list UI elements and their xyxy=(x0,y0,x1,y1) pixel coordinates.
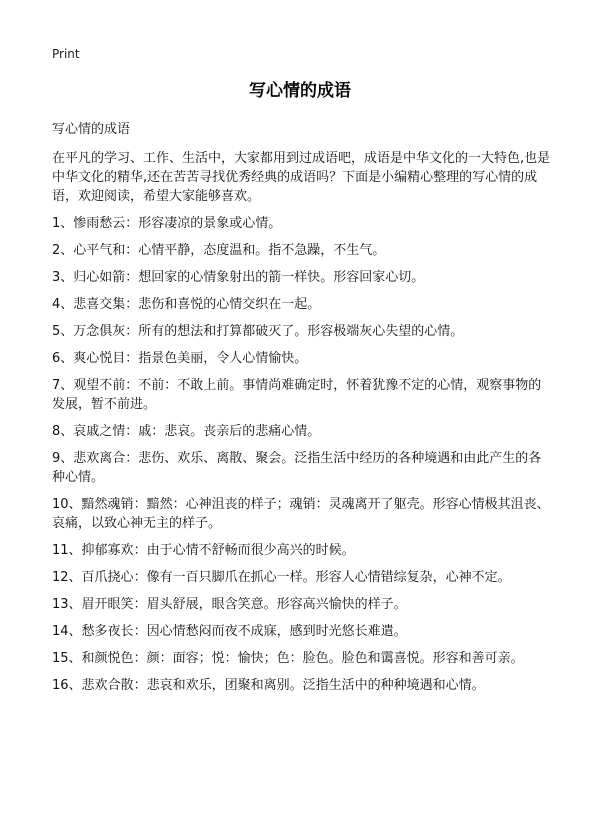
list-item xyxy=(52,214,552,233)
list-item xyxy=(52,568,552,587)
idiom-term: 心平气和 xyxy=(73,243,126,258)
item-number: 1、 xyxy=(52,216,74,231)
idiom-term: 抑郁寡欢 xyxy=(81,543,134,558)
idiom-definition: ：眉头舒展，眼含笑意。形容高兴愉快的样子。 xyxy=(133,597,407,612)
list-item xyxy=(52,622,552,641)
list-item xyxy=(52,322,552,341)
item-number: 13、 xyxy=(52,597,82,612)
list-item xyxy=(52,268,552,287)
idiom-term: 黯然魂销 xyxy=(81,497,134,512)
list-item xyxy=(52,422,552,441)
idiom-term: 愁多夜长 xyxy=(81,624,134,639)
idiom-term: 惨雨愁云 xyxy=(73,216,126,231)
idiom-definition: ：黯然：心神沮丧的样子；魂销：灵魂离开了躯壳。形容心情极其沮丧、哀痛，以致心神无主的样子。 xyxy=(52,497,550,531)
idiom-definition: ：所有的想法和打算都破灭了。形容极端灰心失望的心情。 xyxy=(125,324,464,339)
list-item xyxy=(52,541,552,560)
idiom-definition: ：由于心情不舒畅而很少高兴的时候。 xyxy=(133,543,355,558)
idiom-definition: ：因心情愁闷而夜不成寐，感到时光悠长难遣。 xyxy=(133,624,407,639)
idiom-definition: ：悲伤和喜悦的心情交织在一起。 xyxy=(125,297,321,312)
idiom-definition: ：颜：面容；悦：愉快；色：脸色。脸色和霭喜悦。形容和善可亲。 xyxy=(133,651,524,666)
list-item xyxy=(52,349,552,368)
item-number: 2、 xyxy=(52,243,74,258)
idiom-definition: ：不前：不敢上前。事情尚难确定时，怀着犹豫不定的心情，观察事物的发展，暂不前进。 xyxy=(52,378,542,412)
idiom-term: 悲欢合散 xyxy=(81,678,134,693)
item-number: 10、 xyxy=(52,497,82,512)
list-item xyxy=(52,295,552,314)
idiom-definition: ：像有一百只脚爪在抓心一样。形容人心情错综复杂，心神不定。 xyxy=(133,570,511,585)
idiom-term: 眉开眼笑 xyxy=(81,597,134,612)
idiom-definition: ：形容凄凉的景象或心情。 xyxy=(125,216,282,231)
list-item xyxy=(52,676,552,695)
item-number: 4、 xyxy=(52,297,74,312)
item-number: 5、 xyxy=(52,324,74,339)
article-subtitle: 写心情的成语 xyxy=(52,122,131,137)
idiom-term: 归心如箭 xyxy=(73,270,126,285)
list-item xyxy=(52,376,552,414)
list-item xyxy=(52,241,552,260)
item-number: 8、 xyxy=(52,424,74,439)
idiom-definition: ：心情平静，态度温和。指不急躁，不生气。 xyxy=(125,243,386,258)
item-number: 3、 xyxy=(52,270,74,285)
idiom-term: 哀戚之情 xyxy=(73,424,126,439)
list-item xyxy=(52,495,552,533)
idiom-definition: ：悲哀和欢乐，团聚和离别。泛指生活中的种种境遇和心情。 xyxy=(133,678,485,693)
idiom-definition: ：想回家的心情象射出的箭一样快。形容回家心切。 xyxy=(125,270,425,285)
list-item xyxy=(52,449,552,487)
idiom-term: 悲喜交集 xyxy=(73,297,126,312)
idiom-definition: ：悲伤、欢乐、离散、聚会。泛指生活中经历的各种境遇和由此产生的各种心情。 xyxy=(52,451,542,485)
item-number: 7、 xyxy=(52,378,74,393)
article-intro: 在平凡的学习、工作、生活中，大家都用到过成语吧，成语是中华文化的一大特色,也是中华文化的精华,还在苦苦寻找优秀经典的成语吗？下面是小编精心整理的写心情的成语，欢迎阅读，希望大家能够喜欢。 xyxy=(52,151,551,204)
idiom-term: 百爪挠心 xyxy=(81,570,134,585)
page-title: 写心情的成语 xyxy=(249,81,351,101)
item-number: 12、 xyxy=(52,570,82,585)
item-number: 9、 xyxy=(52,451,74,466)
list-item xyxy=(52,649,552,668)
idiom-term: 爽心悦目 xyxy=(73,351,126,366)
item-number: 11、 xyxy=(52,543,82,558)
idiom-term: 悲欢离合 xyxy=(73,451,126,466)
item-number: 6、 xyxy=(52,351,74,366)
idiom-term: 和颜悦色 xyxy=(81,651,134,666)
idiom-term: 观望不前 xyxy=(73,378,126,393)
article-body xyxy=(52,120,552,703)
item-number: 14、 xyxy=(52,624,82,639)
list-item xyxy=(52,595,552,614)
idiom-list xyxy=(52,214,552,695)
idiom-definition: ：戚：悲哀。丧亲后的悲痛心情。 xyxy=(125,424,321,439)
idiom-term: 万念俱灰 xyxy=(73,324,126,339)
item-number: 15、 xyxy=(52,651,82,666)
idiom-definition: ：指景色美丽，令人心情愉快。 xyxy=(125,351,308,366)
item-number: 16、 xyxy=(52,678,82,693)
print-label[interactable]: Print xyxy=(52,47,80,61)
